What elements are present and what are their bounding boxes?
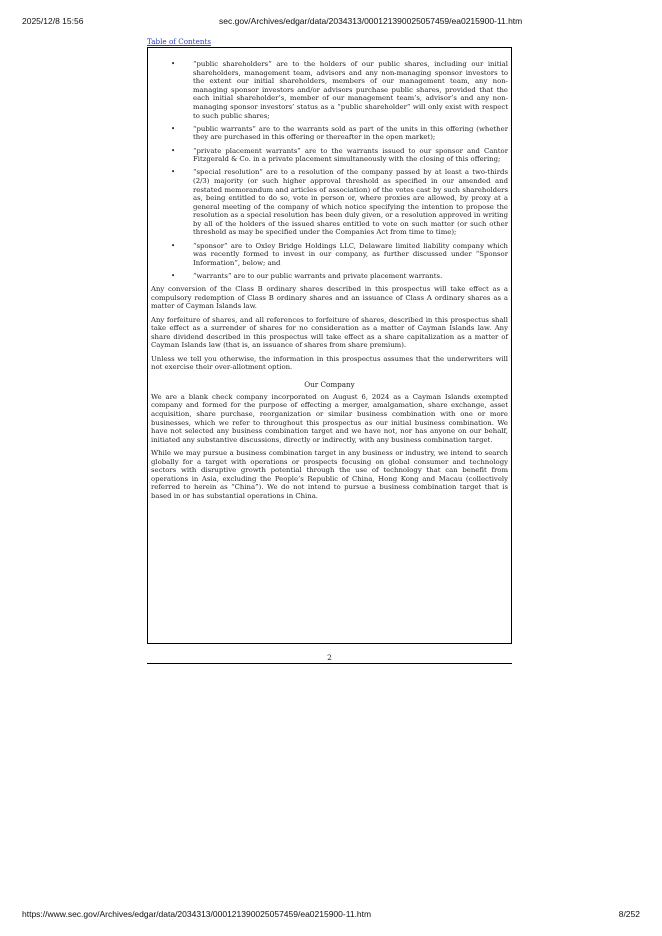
bullet-icon: • <box>171 60 176 68</box>
print-datetime: 2025/12/8 15:56 <box>22 16 84 26</box>
list-item <box>151 125 508 142</box>
list-item-text: “special resolution” are to a resolution of the company passed by at least a two-thirds (2/3) majority (or such higher approval threshold as specified in our amended and restated memorandum and articles of association) of the votes cast by such shareholders as, being entitled to do so, vote in person or, where proxies are allowed, by proxy at a general meeting of the company of which notice specifying the intention to propose the resolution as a special resolution has been duly given, or a resolution approved in writing by all of the holders of the issued shares entitled to vote on such matter (or such other threshold as may be specified under the Companies Act from time to time); <box>193 168 508 237</box>
list-item-text: “public shareholders” are to the holders of our public shares, including our initial shareholders, management team, advisors and any non-managing sponsor investors to the extent our initial shareholders, members of our management team, any non-managing sponsor investors and/or advisors purchase public shares, provided that the each initial shareholder’s, member of our management team’s, advisor’s and any non-managing sponsor investors’ status as a “public shareholder” will only exist with respect to such public shares; <box>193 60 508 120</box>
document-body <box>147 47 512 644</box>
bullet-icon: • <box>171 272 176 281</box>
paragraph-forfeiture: Any forfeiture of shares, and all references to forfeiture of shares, described in this prospectus shall take effect as a surrender of shares for no consideration as a matter of Cayman Islands law. Any share dividend described in this prospectus will take effect as a share capitalization as a matter of Cayman Islands law (that is, an issuance of shares from share premium). <box>151 315 508 350</box>
page-number: 2 <box>327 653 332 662</box>
list-item <box>151 168 508 237</box>
list-item-text: “sponsor” are to Oxley Bridge Holdings LLC, Delaware limited liability company which was recently formed to invest in our company, as further discussed under “Sponsor Information”, below; and <box>193 241 508 267</box>
print-header-url: sec.gov/Archives/edgar/data/2034313/000121390025057459/ea0215900-11.htm <box>219 16 523 26</box>
list-item-text: “warrants” are to our public warrants and private placement warrants. <box>193 272 443 281</box>
definitions-list <box>151 60 508 281</box>
section-heading: Our Company <box>304 379 355 389</box>
bullet-icon: • <box>171 146 176 155</box>
print-page-counter: 8/252 <box>618 909 640 919</box>
print-footer-url: https://www.sec.gov/Archives/edgar/data/2034313/000121390025057459/ea0215900-11.htm <box>22 909 372 919</box>
paragraph-conversion: Any conversion of the Class B ordinary shares described in this prospectus will take effect as a compulsory redemption of Class B ordinary shares and an issuance of Class A ordinary shares as a matter of Cayman Islands law. <box>151 285 508 311</box>
bullet-icon: • <box>171 124 176 133</box>
paragraph-target-focus: While we may pursue a business combination target in any business or industry, we intend to search globally for a target with operations or prospects focusing on global consumer and technology sectors with disruptive growth potential through the use of technology that can benefit from operations in Asia, excluding the People’s Republic of China, Hong Kong and Macau (collectively referred to herein as “China”). We do not intend to pursue a business combination target that is based in or has substantial operations in China. <box>151 448 508 500</box>
paragraph-company-overview: We are a blank check company incorporated on August 6, 2024 as a Cayman Islands exempted company and formed for the purpose of effecting a merger, amalgamation, share exchange, asset acquisition, share purchase, reorganization or similar business combination with one or more businesses, which we refer to throughout this prospectus as our initial business combination. We have not selected any business combination target and we have not, nor has anyone on our behalf, initiated any substantive discussions, directly or indirectly, with any business combination target. <box>151 392 508 444</box>
list-item <box>151 147 508 164</box>
bullet-icon: • <box>171 168 176 177</box>
list-item <box>151 272 508 281</box>
bullet-icon: • <box>171 241 176 250</box>
paragraph-overallotment: Unless we tell you otherwise, the information in this prospectus assumes that the underwriters will not exercise their over-allotment option. <box>151 354 508 372</box>
list-item-text: “public warrants” are to the warrants sold as part of the units in this offering (whether they are purchased in this offering or thereafter in the open market); <box>193 124 508 142</box>
table-of-contents-link[interactable]: Table of Contents <box>147 37 212 46</box>
list-item <box>151 60 508 120</box>
list-item <box>151 242 508 268</box>
page-divider <box>147 663 512 664</box>
list-item-text: “private placement warrants” are to the warrants issued to our sponsor and Cantor Fitzgerald & Co. in a private placement simultaneously with the closing of this offering; <box>193 146 508 164</box>
